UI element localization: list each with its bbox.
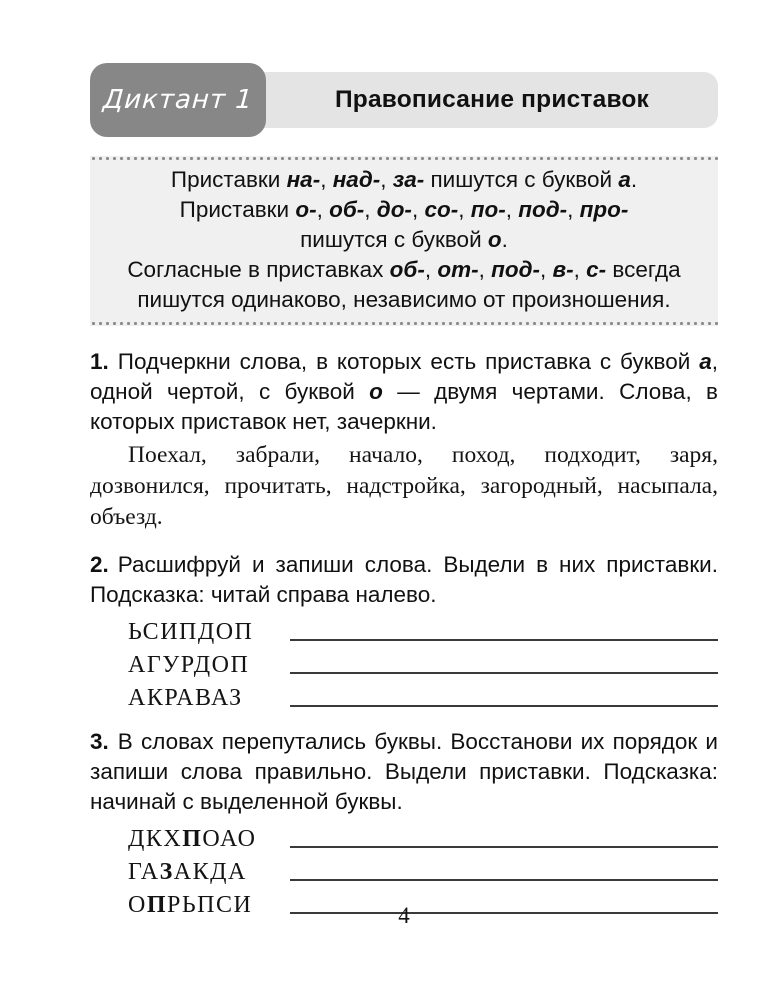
rule-line: пишутся одинаково, независимо от произношения. bbox=[137, 287, 671, 312]
rule-line: Согласные в приставках об-, от-, под-, в-, с- всегда bbox=[127, 257, 681, 282]
exercise-2 bbox=[90, 550, 718, 712]
answer-blank bbox=[290, 672, 718, 674]
scrambled-word: ЬСИПДОП bbox=[128, 619, 254, 645]
scrambled-word: ДКХПОАО bbox=[128, 826, 257, 852]
answer-blank bbox=[290, 846, 718, 848]
rule-line: Приставки на-, над-, за- пишутся с буквой а. bbox=[170, 167, 638, 192]
page-title: Правописание приставок bbox=[334, 86, 650, 113]
scrambled-word: ОПРЬПСИ bbox=[128, 892, 253, 918]
exercise-2-prompt-text: Расшифруй и запиши слова. Выдели в них приставки. Подсказка: читай справа налево. bbox=[90, 552, 718, 607]
scrambled-word: АКРАВАЗ bbox=[128, 685, 243, 711]
answer-row bbox=[128, 681, 718, 712]
answer-row bbox=[128, 822, 718, 853]
answer-blank bbox=[290, 879, 718, 881]
exercise-3-prompt bbox=[90, 727, 718, 817]
answer-row bbox=[128, 855, 718, 886]
answer-row bbox=[128, 615, 718, 646]
exercise-2-number: 2. bbox=[90, 552, 109, 577]
exercise-1-number: 1. bbox=[90, 349, 109, 374]
exercise-1 bbox=[90, 347, 718, 533]
exercise-3-number: 3. bbox=[90, 729, 109, 754]
answer-row bbox=[128, 648, 718, 679]
dotted-border-bottom bbox=[90, 321, 718, 326]
answer-blank bbox=[290, 639, 718, 641]
exercise-2-prompt bbox=[90, 550, 718, 610]
header-bar bbox=[90, 72, 718, 128]
answer-blank bbox=[290, 705, 718, 707]
scrambled-word: АГУРДОП bbox=[128, 652, 250, 678]
dictation-badge-label: Диктант 1 bbox=[101, 85, 255, 115]
scrambled-word: ГАЗАКДА bbox=[128, 859, 247, 885]
rule-line: пишутся с буквой о. bbox=[300, 227, 508, 252]
exercise-3-prompt-text: В словах перепутались буквы. Восстанови их порядок и запиши слова правильно. Выдели приставки. Подсказка: начинай с выделенной буквы. bbox=[90, 729, 718, 814]
exercise-1-prompt-text: Подчеркни слова, в которых есть приставка с буквой а, одной чертой, с буквой о — двумя чертами. Слова, в которых приставок нет, зачеркни. bbox=[90, 349, 718, 434]
page-number: 4 bbox=[398, 903, 410, 928]
dictation-badge bbox=[90, 63, 266, 137]
rules-text bbox=[90, 161, 718, 321]
rule-line: Приставки о-, об-, до-, со-, по-, под-, про- bbox=[179, 197, 629, 222]
exercise-1-prompt bbox=[90, 347, 718, 437]
exercise-1-word-list: Поехал, забрали, начало, поход, подходит, заря, дозвонился, прочитать, надстройка, загородный, насыпала, объезд. bbox=[90, 442, 718, 530]
exercise-2-answers bbox=[90, 615, 718, 712]
rules-box bbox=[90, 156, 718, 326]
page-content bbox=[90, 0, 718, 921]
exercise-3 bbox=[90, 727, 718, 919]
